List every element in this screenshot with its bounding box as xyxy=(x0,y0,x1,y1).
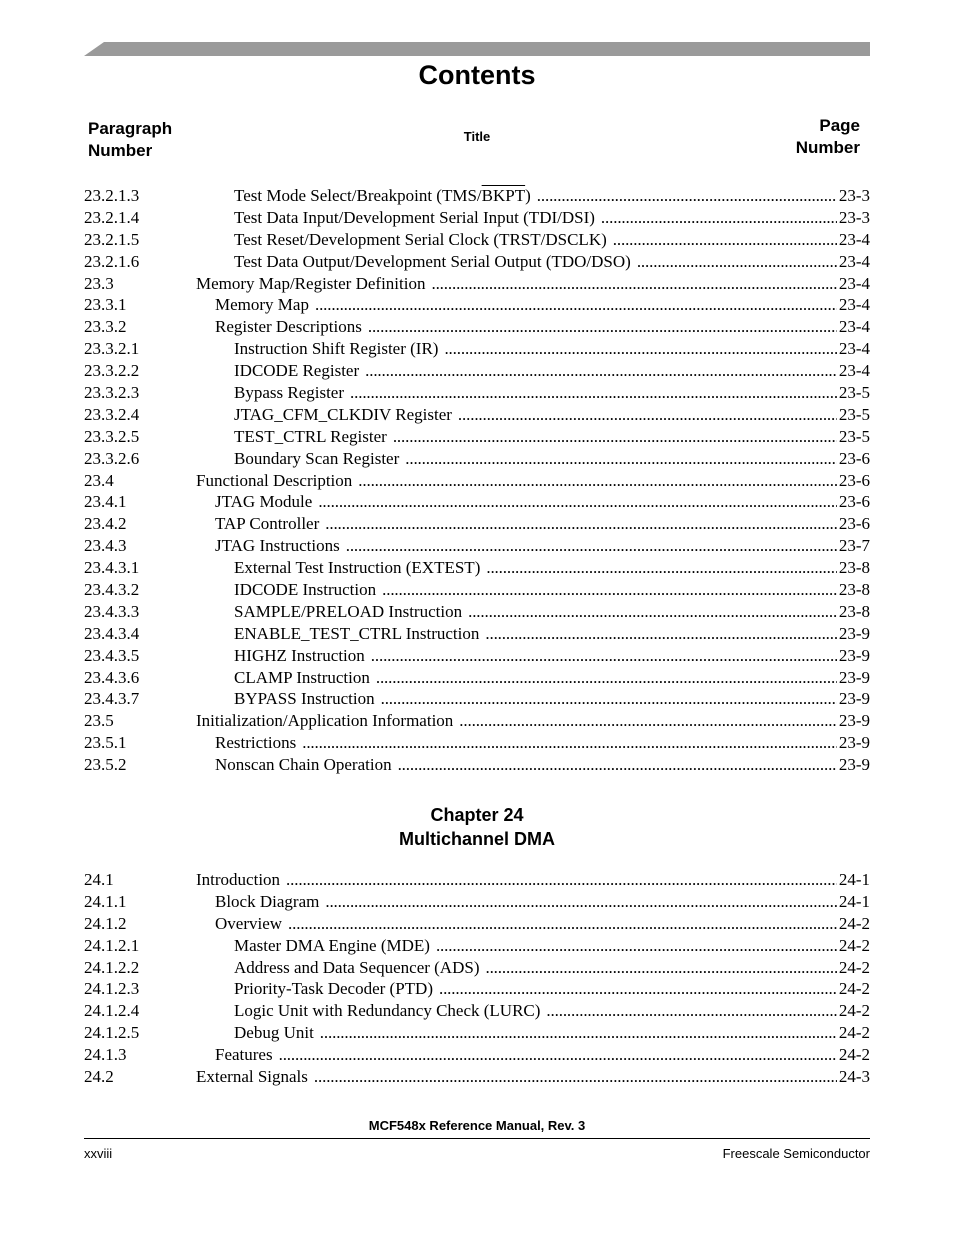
toc-entry-title: Bypass Register xyxy=(234,383,345,403)
dot-leader xyxy=(358,470,837,492)
toc-entry xyxy=(84,1044,870,1066)
toc-entry xyxy=(84,978,870,1000)
footer-rule xyxy=(84,1138,870,1139)
dot-leader xyxy=(382,579,837,601)
toc-entry-page: 23-6 xyxy=(838,514,870,534)
toc-entry-number: 23.4 xyxy=(84,470,114,490)
toc-entry xyxy=(84,382,870,404)
toc-entry-number: 24.1.2.4 xyxy=(84,1001,140,1021)
dot-leader xyxy=(368,316,837,338)
toc-entry-page: 23-8 xyxy=(838,601,870,621)
toc-entry-page: 24-1 xyxy=(838,891,870,911)
toc-entry-title: Debug Unit xyxy=(234,1023,314,1043)
toc-entry-number: 23.4.3.4 xyxy=(84,623,140,643)
toc-entry xyxy=(84,623,870,645)
toc-entry xyxy=(84,957,870,979)
toc-entry-page: 23-7 xyxy=(838,536,870,556)
toc-entry-title: TAP Controller xyxy=(215,514,320,534)
toc-entry xyxy=(84,710,870,732)
toc-entry-page: 23-6 xyxy=(838,492,870,512)
dot-leader xyxy=(302,732,837,754)
footer-company: Freescale Semiconductor xyxy=(722,1146,870,1161)
dot-leader xyxy=(486,557,836,579)
toc-entry-number: 23.5.1 xyxy=(84,733,127,753)
toc-entry xyxy=(84,645,870,667)
dot-leader xyxy=(365,360,837,382)
toc-entry-title: CLAMP Instruction xyxy=(234,667,370,687)
toc-entry-number: 24.1.2.5 xyxy=(84,1023,140,1043)
toc-entry xyxy=(84,513,870,535)
toc-entry xyxy=(84,688,870,710)
toc-entry xyxy=(84,1000,870,1022)
toc-entry xyxy=(84,667,870,689)
dot-leader xyxy=(325,513,837,535)
toc-entry-title: Logic Unit with Redundancy Check (LURC) xyxy=(234,1001,541,1021)
dot-leader xyxy=(458,404,837,426)
toc-entry-number: 24.1.3 xyxy=(84,1045,127,1065)
toc-entry-number: 23.2.1.3 xyxy=(84,186,140,205)
toc-entry-number: 23.2.1.6 xyxy=(84,251,140,271)
toc-entry xyxy=(84,448,870,470)
toc-entry-page: 23-9 xyxy=(838,755,870,775)
toc-entry xyxy=(84,1022,870,1044)
toc-entry xyxy=(84,316,870,338)
toc-entry-number: 23.5 xyxy=(84,711,114,731)
dot-leader xyxy=(546,1000,836,1022)
dot-leader xyxy=(485,957,836,979)
dot-leader xyxy=(459,710,837,732)
toc-entry-title: Instruction Shift Register (IR) xyxy=(234,339,439,359)
dot-leader xyxy=(286,869,837,891)
toc-section-24 xyxy=(84,869,870,1088)
toc-entry-title: Test Data Output/Development Serial Output (TDO/DSO) xyxy=(234,251,631,271)
toc-entry-page: 23-4 xyxy=(838,273,870,293)
toc-entry-page: 24-2 xyxy=(838,979,870,999)
toc-entry-page: 23-9 xyxy=(838,711,870,731)
dot-leader xyxy=(637,251,837,273)
toc-entry-title: Introduction xyxy=(196,870,281,889)
toc-entry-number: 23.3.2.2 xyxy=(84,361,140,381)
toc-entry-title: ENABLE_TEST_CTRL Instruction xyxy=(234,623,480,643)
toc-entry-page: 24-2 xyxy=(838,935,870,955)
toc-entry-page: 23-9 xyxy=(838,689,870,709)
dot-leader xyxy=(405,448,837,470)
dot-leader xyxy=(537,185,837,207)
toc-entry xyxy=(84,404,870,426)
toc-entry-number: 23.3 xyxy=(84,273,114,293)
toc-entry-page: 24-2 xyxy=(838,1023,870,1043)
toc-entry xyxy=(84,935,870,957)
toc-entry xyxy=(84,754,870,776)
toc-entry xyxy=(84,891,870,913)
toc-entry xyxy=(84,913,870,935)
toc-entry-number: 23.4.2 xyxy=(84,514,127,534)
dot-leader xyxy=(398,754,837,776)
dot-leader xyxy=(431,273,836,295)
toc-entry-number: 23.4.3.5 xyxy=(84,645,140,665)
toc-entry-title: SAMPLE/PRELOAD Instruction xyxy=(234,601,463,621)
toc-entry-page: 23-6 xyxy=(838,470,870,490)
dot-leader xyxy=(315,294,837,316)
toc-entry-title: External Test Instruction (EXTEST) xyxy=(234,558,481,578)
toc-entry-page: 23-4 xyxy=(838,295,870,315)
dot-leader xyxy=(320,1022,837,1044)
dot-leader xyxy=(325,891,836,913)
toc-entry-number: 24.1.2.1 xyxy=(84,935,140,955)
toc-entry-number: 23.4.3.1 xyxy=(84,558,140,578)
toc-entry-number: 23.3.2.6 xyxy=(84,448,140,468)
toc-entry-number: 23.2.1.5 xyxy=(84,229,140,249)
title-header: Title xyxy=(463,129,491,144)
toc-entry-title: Test Reset/Development Serial Clock (TRST/DSCLK) xyxy=(234,229,607,249)
toc-entry xyxy=(84,207,870,229)
toc-entry-title: JTAG Module xyxy=(215,492,313,512)
toc-entry-title: JTAG Instructions xyxy=(215,536,340,556)
toc-entry-title: Restrictions xyxy=(215,733,297,753)
toc-entry-page: 23-4 xyxy=(838,251,870,271)
toc-entry-number: 24.2 xyxy=(84,1067,114,1087)
toc-entry xyxy=(84,535,870,557)
toc-entry xyxy=(84,338,870,360)
toc-entry-page: 23-9 xyxy=(838,733,870,753)
dot-leader xyxy=(601,207,837,229)
toc-entry-number: 23.4.3.7 xyxy=(84,689,140,709)
toc-entry-title: Boundary Scan Register xyxy=(234,448,400,468)
toc-entry-number: 23.3.2.4 xyxy=(84,404,140,424)
toc-entry-title: Features xyxy=(215,1045,273,1065)
toc-entry-title: Memory Map xyxy=(215,295,309,315)
toc-entry-title: HIGHZ Instruction xyxy=(234,645,365,665)
toc-entry-page: 23-5 xyxy=(838,404,870,424)
toc-entry-number: 24.1.2.2 xyxy=(84,957,140,977)
toc-entry xyxy=(84,579,870,601)
toc-entry-title: Priority-Task Decoder (PTD) xyxy=(234,979,433,999)
dot-leader xyxy=(393,426,837,448)
toc-entry-number: 23.4.3.3 xyxy=(84,601,140,621)
toc-entry xyxy=(84,470,870,492)
dot-leader xyxy=(444,338,836,360)
chapter-heading xyxy=(0,803,954,851)
toc-entry-page: 24-1 xyxy=(838,870,870,889)
toc-entry xyxy=(84,601,870,623)
dot-leader xyxy=(439,978,837,1000)
dot-leader xyxy=(485,623,836,645)
toc-entry-title: Initialization/Application Information xyxy=(196,711,454,731)
toc-entry xyxy=(84,229,870,251)
toc-entry xyxy=(84,491,870,513)
toc-entry-title: Nonscan Chain Operation xyxy=(215,755,392,775)
dot-leader xyxy=(468,601,837,623)
toc-entry xyxy=(84,1066,870,1088)
toc-entry-number: 23.5.2 xyxy=(84,755,127,775)
toc-entry-number: 24.1 xyxy=(84,870,114,889)
toc-entry-page: 23-5 xyxy=(838,383,870,403)
dot-leader xyxy=(613,229,837,251)
dot-leader xyxy=(314,1066,837,1088)
toc-section-23 xyxy=(84,185,870,776)
toc-entry-number: 23.2.1.4 xyxy=(84,207,140,227)
toc-entry-title: Test Data Input/Development Serial Input (TDI/DSI) xyxy=(234,207,595,227)
dot-leader xyxy=(346,535,837,557)
dot-leader xyxy=(371,645,837,667)
toc-entry-page: 23-3 xyxy=(838,207,870,227)
toc-entry-number: 23.3.2.3 xyxy=(84,383,140,403)
chapter-title: Multichannel DMA xyxy=(399,829,555,849)
dot-leader xyxy=(288,913,837,935)
toc-entry xyxy=(84,185,870,207)
toc-entry-number: 23.3.2 xyxy=(84,317,127,337)
toc-entry xyxy=(84,426,870,448)
chapter-number: Chapter 24 xyxy=(430,805,524,825)
toc-entry xyxy=(84,557,870,579)
toc-entry xyxy=(84,294,870,316)
toc-entry-title: Master DMA Engine (MDE) xyxy=(234,935,430,955)
toc-entry-title: Test Mode Select/Breakpoint (TMS/BKPT) xyxy=(234,186,531,205)
toc-entry-page: 23-5 xyxy=(838,426,870,446)
toc-entry-number: 23.3.1 xyxy=(84,295,127,315)
header-banner xyxy=(84,42,870,56)
toc-entry-page: 23-4 xyxy=(838,317,870,337)
toc-entry-page: 23-6 xyxy=(838,448,870,468)
dot-leader xyxy=(318,491,837,513)
toc-entry-number: 23.3.2.5 xyxy=(84,426,140,446)
toc-entry-page: 23-8 xyxy=(838,558,870,578)
toc-entry-page: 23-4 xyxy=(838,339,870,359)
toc-entry-page: 24-2 xyxy=(838,957,870,977)
footer-manual-title: MCF548x Reference Manual, Rev. 3 xyxy=(368,1118,586,1133)
dot-leader xyxy=(376,667,837,689)
toc-entry xyxy=(84,732,870,754)
toc-entry-title: External Signals xyxy=(196,1067,308,1087)
toc-entry-page: 24-2 xyxy=(838,913,870,933)
toc-entry-page: 24-2 xyxy=(838,1045,870,1065)
toc-entry-number: 23.4.3 xyxy=(84,536,127,556)
toc-entry-page: 23-9 xyxy=(838,645,870,665)
toc-entry-number: 24.1.1 xyxy=(84,891,127,911)
toc-entry-page: 23-9 xyxy=(838,623,870,643)
page-number-header: Page Number xyxy=(795,116,860,157)
toc-entry-number: 23.4.3.2 xyxy=(84,580,140,600)
toc-entry-title: Functional Description xyxy=(196,470,353,490)
toc-entry-title: Overview xyxy=(215,913,283,933)
dot-leader xyxy=(381,688,837,710)
toc-entry-title: JTAG_CFM_CLKDIV Register xyxy=(234,404,452,424)
paragraph-number-header: Paragraph Number xyxy=(88,119,173,160)
toc-entry-page: 23-3 xyxy=(838,186,870,205)
page-title: Contents xyxy=(418,60,536,90)
toc-entry-page: 23-8 xyxy=(838,580,870,600)
dot-leader xyxy=(279,1044,837,1066)
toc-entry-number: 24.1.2.3 xyxy=(84,979,140,999)
toc-entry-title: IDCODE Register xyxy=(234,361,360,381)
toc-entry-title: IDCODE Instruction xyxy=(234,580,377,600)
footer-page-number: xxviii xyxy=(84,1146,113,1161)
dot-leader xyxy=(350,382,837,404)
toc-entry-title: TEST_CTRL Register xyxy=(234,426,387,446)
toc-entry-title: Block Diagram xyxy=(215,891,320,911)
toc-entry xyxy=(84,273,870,295)
toc-entry-page: 24-3 xyxy=(838,1067,870,1087)
toc-entry-number: 23.4.3.6 xyxy=(84,667,140,687)
toc-entry xyxy=(84,360,870,382)
toc-entry-title: Memory Map/Register Definition xyxy=(196,273,426,293)
toc-entry-page: 23-9 xyxy=(838,667,870,687)
toc-entry-number: 24.1.2 xyxy=(84,913,127,933)
toc-entry xyxy=(84,869,870,891)
dot-leader xyxy=(436,935,837,957)
toc-entry-page: 24-2 xyxy=(838,1001,870,1021)
toc-entry-title: Address and Data Sequencer (ADS) xyxy=(234,957,480,977)
toc-entry-page: 23-4 xyxy=(838,229,870,249)
toc-entry-number: 23.3.2.1 xyxy=(84,339,140,359)
toc-entry-title: Register Descriptions xyxy=(215,317,362,337)
toc-entry-page: 23-4 xyxy=(838,361,870,381)
toc-entry-number: 23.4.1 xyxy=(84,492,127,512)
toc-entry-title: BYPASS Instruction xyxy=(234,689,375,709)
toc-entry xyxy=(84,251,870,273)
